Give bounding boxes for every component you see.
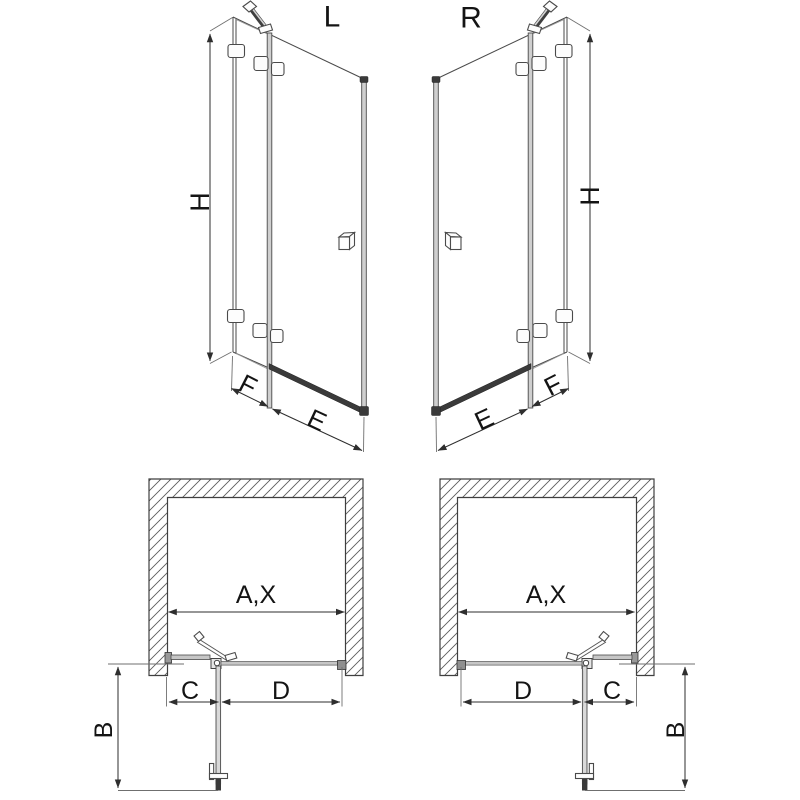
swing-depth-label-left: B	[90, 721, 118, 739]
3d-view-right-variant	[432, 1, 591, 452]
fixed-section-label-right: C	[602, 677, 622, 705]
opening-width-label-right: A,X	[525, 581, 567, 609]
fixed-width-label-left: F	[234, 368, 262, 402]
door-section-label-left: D	[271, 677, 291, 705]
height-label-right: H	[575, 186, 605, 206]
variant-label-left: L	[323, 0, 341, 34]
door-section-label-right: D	[513, 677, 533, 705]
hatched-wall-left-plan	[149, 479, 363, 676]
door-width-label-right: E	[469, 401, 499, 437]
plan-view-right-variant	[457, 612, 695, 791]
fixed-width-label-right: F	[539, 368, 567, 402]
door-width-label-left: E	[302, 402, 332, 438]
fixed-section-label-left: C	[180, 677, 200, 705]
swing-depth-label-right: B	[662, 721, 690, 739]
hatched-wall-right-plan	[440, 479, 654, 676]
3d-view-left-variant	[210, 1, 369, 452]
plan-view-left-variant	[108, 612, 346, 791]
height-label-left: H	[185, 192, 215, 212]
opening-width-label-left: A,X	[235, 581, 277, 609]
variant-label-right: R	[460, 1, 482, 35]
